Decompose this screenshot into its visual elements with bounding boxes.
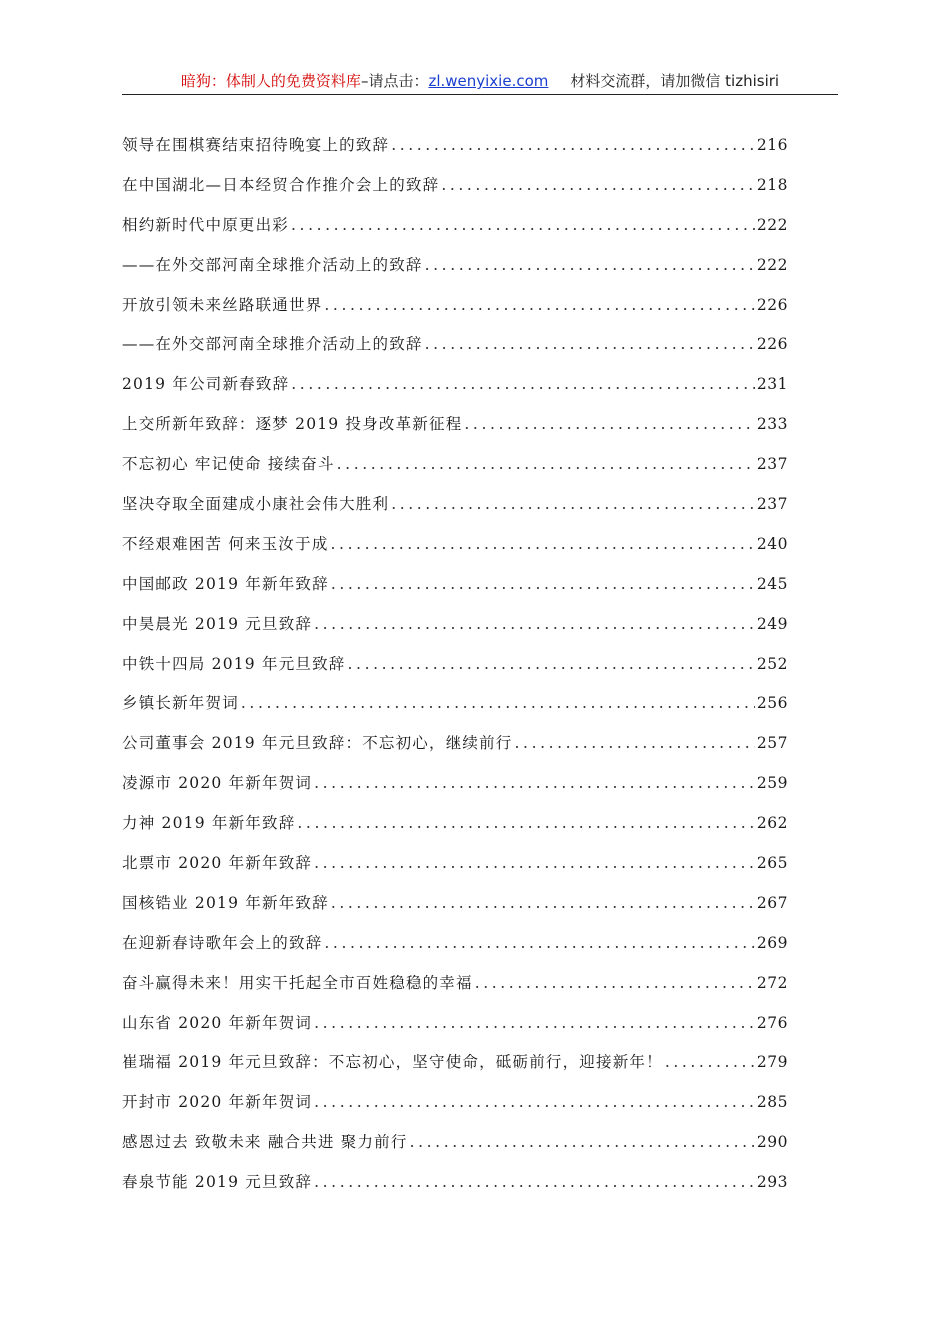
toc-entry-page-number: 222	[756, 215, 788, 234]
toc-entry-page-number: 265	[756, 854, 788, 873]
toc-entry-page-number: 285	[756, 1093, 788, 1112]
toc-entry-page-number: 237	[756, 495, 788, 514]
toc-entry[interactable]	[122, 851, 788, 891]
toc-entry-title: 开放引领未来丝路联通世界	[122, 295, 323, 314]
toc-entry-page-number: 257	[756, 734, 788, 753]
toc-entry-title: 凌源市 2020 年新年贺词	[122, 774, 313, 793]
toc-dot-leader	[314, 854, 755, 872]
toc-dot-leader	[291, 216, 755, 234]
toc-dot-leader	[391, 495, 755, 513]
toc-entry[interactable]	[122, 572, 788, 612]
toc-dot-leader	[297, 814, 755, 832]
toc-entry-title: 奋斗赢得未来！用实干托起全市百姓稳稳的幸福	[122, 973, 473, 992]
toc-entry-page-number: 245	[756, 574, 788, 593]
toc-entry-page-number: 218	[756, 175, 788, 194]
page-header	[122, 70, 838, 95]
toc-entry-page-number: 231	[756, 375, 788, 394]
toc-entry[interactable]	[122, 771, 788, 811]
toc-entry-title: ——在外交部河南全球推介活动上的致辞	[122, 335, 423, 354]
toc-entry-title: 力神 2019 年新年致辞	[122, 814, 296, 833]
toc-entry-title: 感恩过去 致敬未来 融合共进 聚力前行	[122, 1133, 408, 1152]
header-click-prompt: –请点击：	[360, 72, 429, 90]
toc-dot-leader	[241, 694, 755, 712]
toc-entry[interactable]	[122, 652, 788, 692]
toc-entry-page-number: 252	[756, 654, 788, 673]
toc-entry-title: 开封市 2020 年新年贺词	[122, 1093, 313, 1112]
toc-entry[interactable]	[122, 612, 788, 652]
toc-entry-title: 国核锆业 2019 年新年致辞	[122, 893, 329, 912]
toc-entry[interactable]	[122, 1130, 788, 1170]
toc-entry-title: 不经艰难困苦 何来玉汝于成	[122, 534, 329, 553]
toc-entry[interactable]	[122, 133, 788, 173]
toc-entry-title: 崔瑞福 2019 年元旦致辞：不忘初心，坚守使命，砥砺前行，迎接新年！	[122, 1053, 663, 1072]
toc-dot-leader	[515, 734, 755, 752]
toc-entry[interactable]	[122, 253, 788, 293]
toc-entry-page-number: 226	[756, 335, 788, 354]
toc-entry-title: 2019 年公司新春致辞	[122, 375, 290, 394]
header-site-name: 暗狗：体制人的免费资料库	[180, 72, 361, 90]
toc-entry[interactable]	[122, 691, 788, 731]
toc-entry-page-number: 256	[756, 694, 788, 713]
toc-entry-title: 在迎新春诗歌年会上的致辞	[122, 933, 323, 952]
toc-entry[interactable]	[122, 1011, 788, 1051]
toc-entry[interactable]	[122, 452, 788, 492]
toc-entry-page-number: 216	[756, 136, 788, 154]
toc-entry-page-number: 276	[756, 1013, 788, 1032]
toc-entry-title: 相约新时代中原更出彩	[122, 215, 290, 234]
toc-dot-leader	[337, 455, 755, 473]
toc-entry[interactable]	[122, 971, 788, 1011]
toc-entry-title: 山东省 2020 年新年贺词	[122, 1013, 313, 1032]
toc-dot-leader	[331, 894, 755, 912]
toc-dot-leader	[314, 1014, 755, 1032]
toc-entry-page-number: 226	[756, 295, 788, 314]
toc-entry-title: 坚决夺取全面建成小康社会伟大胜利	[122, 495, 390, 514]
toc-entry-page-number: 262	[756, 814, 788, 833]
toc-entry-title: 乡镇长新年贺词	[122, 694, 239, 713]
toc-entry-page-number: 249	[756, 614, 788, 633]
toc-entry-page-number: 233	[756, 415, 788, 434]
toc-entry-page-number: 269	[756, 933, 788, 952]
toc-dot-leader	[348, 655, 755, 673]
toc-entry-page-number: 272	[756, 973, 788, 992]
toc-entry-title: 中铁十四局 2019 年元旦致辞	[122, 654, 346, 673]
toc-entry[interactable]	[122, 532, 788, 572]
toc-entry[interactable]	[122, 1170, 788, 1210]
toc-dot-leader	[441, 176, 755, 194]
toc-entry-page-number: 293	[756, 1173, 788, 1192]
toc-entry-page-number: 259	[756, 774, 788, 793]
toc-entry[interactable]	[122, 293, 788, 333]
toc-entry-title: 中国邮政 2019 年新年致辞	[122, 574, 329, 593]
toc-entry[interactable]	[122, 931, 788, 971]
toc-entry[interactable]	[122, 412, 788, 452]
toc-dot-leader	[291, 375, 755, 393]
toc-entry-page-number: 237	[756, 455, 788, 474]
toc-entry-title: 上交所新年致辞：逐梦 2019 投身改革新征程	[122, 415, 463, 434]
toc-entry[interactable]	[122, 213, 788, 253]
toc-dot-leader	[425, 335, 755, 353]
toc-entry[interactable]	[122, 891, 788, 931]
toc-entry[interactable]	[122, 372, 788, 412]
toc-dot-leader	[314, 1093, 755, 1111]
toc-dot-leader	[314, 615, 755, 633]
toc-entry[interactable]	[122, 173, 788, 213]
toc-dot-leader	[314, 1173, 755, 1191]
toc-entry-title: 公司董事会 2019 年元旦致辞：不忘初心，继续前行	[122, 734, 513, 753]
toc-entry[interactable]	[122, 811, 788, 851]
toc-entry-page-number: 290	[756, 1133, 788, 1152]
toc-entry-title: 中昊晨光 2019 元旦致辞	[122, 614, 313, 633]
toc-entry[interactable]	[122, 492, 788, 532]
toc-entry[interactable]	[122, 1090, 788, 1130]
toc-entry-title: 不忘初心 牢记使命 接续奋斗	[122, 455, 335, 474]
toc-entry[interactable]	[122, 332, 788, 372]
toc-dot-leader	[410, 1133, 755, 1151]
toc-dot-leader	[425, 256, 755, 274]
toc-dot-leader	[331, 535, 755, 553]
toc-dot-leader	[665, 1053, 755, 1071]
toc-entry-page-number: 279	[756, 1053, 788, 1072]
toc-entry-page-number: 267	[756, 893, 788, 912]
toc-entry-title: 领导在围棋赛结束招待晚宴上的致辞	[122, 136, 390, 154]
header-wechat-note: 材料交流群，请加微信 tizhisiri	[570, 72, 780, 90]
toc-entry-title: 在中国湖北—日本经贸合作推介会上的致辞	[122, 175, 440, 194]
toc-dot-leader	[475, 974, 755, 992]
toc-entry-page-number: 240	[756, 534, 788, 553]
table-of-contents	[122, 133, 788, 1210]
toc-dot-leader	[331, 575, 755, 593]
header-link[interactable]: zl.wenyixie.com	[428, 72, 549, 90]
toc-entry-title: ——在外交部河南全球推介活动上的致辞	[122, 255, 423, 274]
toc-entry[interactable]	[122, 1050, 788, 1090]
toc-dot-leader	[464, 415, 755, 433]
toc-entry-title: 北票市 2020 年新年致辞	[122, 854, 313, 873]
toc-entry-title: 春泉节能 2019 元旦致辞	[122, 1173, 313, 1192]
toc-dot-leader	[391, 136, 755, 154]
toc-dot-leader	[324, 296, 755, 314]
toc-entry[interactable]	[122, 731, 788, 771]
toc-dot-leader	[314, 774, 755, 792]
toc-dot-leader	[324, 934, 755, 952]
toc-entry-page-number: 222	[756, 255, 788, 274]
